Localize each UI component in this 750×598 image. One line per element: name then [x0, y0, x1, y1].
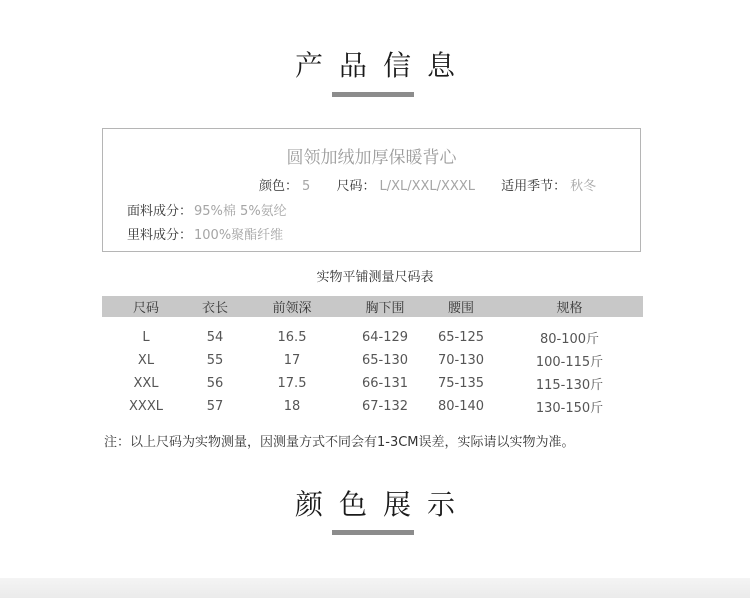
cell: 66-131	[361, 376, 409, 391]
color-label: 颜色：	[259, 179, 299, 194]
cell: XL	[137, 353, 155, 368]
product-name: 圆领加绒加厚保暖背心	[286, 148, 457, 168]
cell: XXL	[133, 376, 159, 391]
cell: 75-135	[437, 376, 485, 391]
header-size: 尺码	[102, 296, 190, 317]
header-spec: 规格	[496, 296, 643, 317]
cell: 54	[206, 330, 224, 345]
cell: 56	[206, 376, 224, 391]
size-table	[102, 296, 643, 418]
cell: 70-130	[437, 353, 485, 368]
cell: 67-132	[361, 399, 409, 414]
cell: 17	[283, 353, 301, 368]
lining-composition	[127, 224, 283, 243]
header-waist: 腰围	[426, 296, 496, 317]
product-info-box	[102, 128, 641, 252]
cell: 130-150斤	[535, 401, 604, 416]
color-value: 5	[302, 179, 311, 194]
size-label: 尺码：	[336, 179, 376, 194]
size-table-caption: 实物平铺测量尺码表	[316, 270, 434, 285]
cell: 57	[206, 399, 224, 414]
cell: 55	[206, 353, 224, 368]
title-underline	[332, 530, 414, 535]
cell: 17.5	[277, 376, 307, 391]
season-value: 秋冬	[570, 179, 597, 194]
cell: 64-129	[361, 330, 409, 345]
table-row	[102, 372, 643, 395]
cell: L	[142, 330, 150, 345]
season-label: 适用季节：	[501, 179, 567, 194]
size-table-header-row	[102, 296, 643, 317]
table-row	[102, 317, 643, 349]
section-title-product-info: 产品信息	[294, 49, 471, 82]
product-attributes	[259, 175, 596, 194]
cell: 80-100斤	[539, 332, 600, 347]
lining-value: 100%聚酯纤维	[194, 228, 284, 243]
cell: 16.5	[277, 330, 307, 345]
fabric-value: 95%棉 5%氨纶	[194, 204, 287, 219]
season-attribute	[501, 179, 596, 194]
measurement-note: 注：以上尺码为实物测量，因测量方式不同会有1-3CM误差，实际请以实物为准。	[104, 435, 575, 450]
cell: 18	[283, 399, 301, 414]
fabric-composition	[127, 200, 287, 219]
header-front-neck-depth: 前领深	[240, 296, 344, 317]
cell: 100-115斤	[535, 355, 604, 370]
cell: 65-125	[437, 330, 485, 345]
lining-label: 里料成分：	[127, 228, 193, 243]
table-row	[102, 395, 643, 418]
header-length: 衣长	[190, 296, 240, 317]
cell: XXXL	[129, 399, 163, 414]
cell: 80-140	[437, 399, 485, 414]
size-attribute	[336, 179, 475, 194]
table-row	[102, 349, 643, 372]
cell: 115-130斤	[535, 378, 604, 393]
header-underbust: 胸下围	[344, 296, 426, 317]
size-value: L/XL/XXL/XXXL	[379, 179, 475, 194]
color-image-strip	[0, 578, 750, 598]
fabric-label: 面料成分：	[127, 204, 193, 219]
color-attribute	[259, 179, 310, 194]
cell: 65-130	[361, 353, 409, 368]
title-underline	[332, 92, 414, 97]
section-title-color-display: 颜色展示	[294, 488, 471, 521]
